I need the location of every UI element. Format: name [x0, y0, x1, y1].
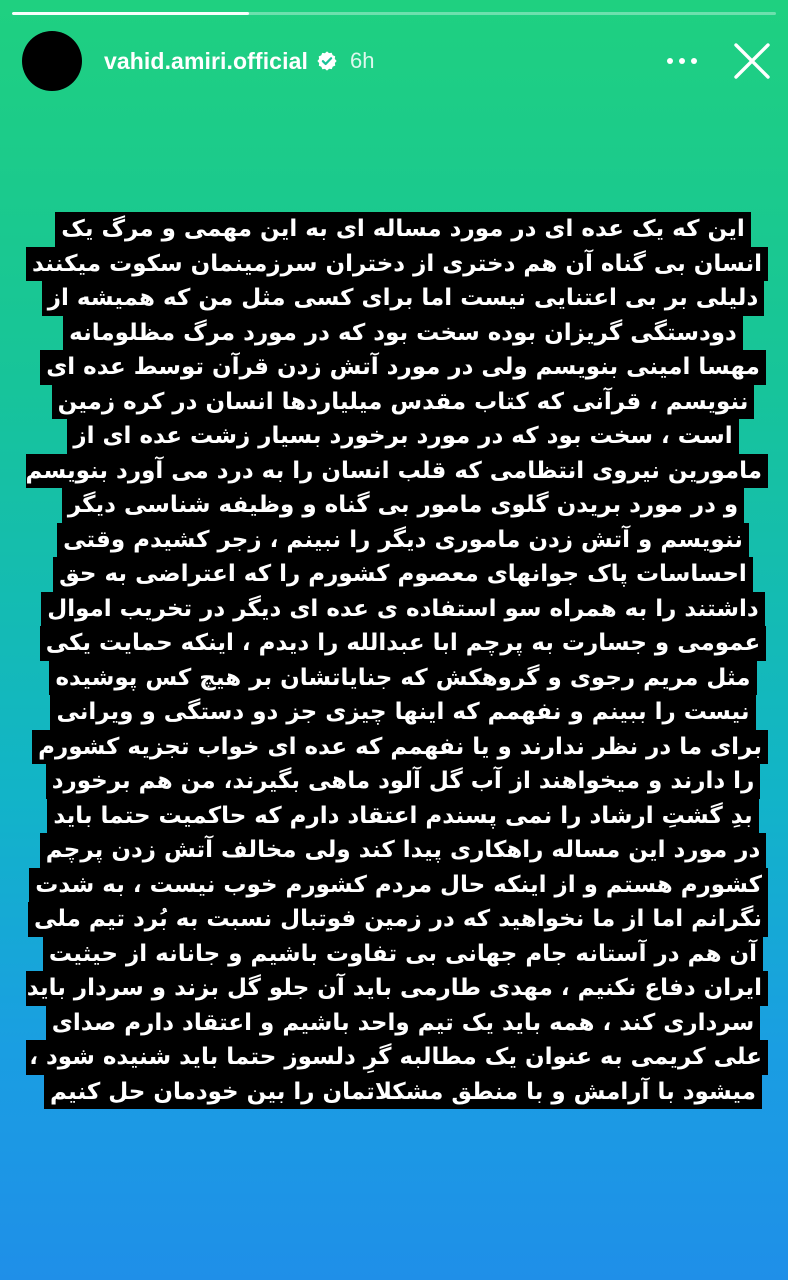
- story-text-line: در مورد این مساله راهکاری پیدا کند ولی مخالف آتش زدن پرچم: [40, 833, 767, 868]
- story-text-line: دلیلی بر بی اعتنایی نیست اما برای کسی مثل من که همیشه از: [42, 281, 764, 316]
- story-text-line: مثل مریم رجوی و گروهکش که جنایاتشان بر هیچ کس پوشیده: [49, 661, 756, 696]
- story-text-line: ننویسم ، قرآنی که کتاب مقدس میلیاردها انسان در کره زمین: [52, 385, 755, 420]
- avatar[interactable]: [22, 31, 82, 91]
- story-text-line: مهسا امینی بنویسم ولی در مورد آتش زدن قرآن توسط عده ای: [40, 350, 766, 385]
- story-header: [22, 30, 774, 92]
- story-text-line: انسان بی گناه آن هم دختری از دختران سرزمینمان سکوت میکنند: [26, 247, 768, 282]
- story-text-line: این که یک عده ای در مورد مساله ای به این مهمی و مرگ یک: [55, 212, 750, 247]
- story-progress-fill: [12, 12, 249, 15]
- story-text-block: [26, 212, 768, 1109]
- story-progress-bar: [12, 12, 776, 15]
- story-text-line: برای ما در نظر ندارند و یا نفهمم که عده ای خواب تجزیه کشورم: [32, 730, 768, 765]
- verified-badge-icon: [316, 50, 338, 72]
- story-text-line: دودستگی گریزان بوده سخت بود که در مورد مرگ مظلومانه: [63, 316, 743, 351]
- story-text-line: داشتند را به همراه سو استفاده ی عده ای دیگر در تخریب اموال: [41, 592, 764, 627]
- more-options-button[interactable]: [660, 39, 704, 83]
- story-text-line: و در مورد بریدن گلوی مامور بی گناه و وظیفه شناسی دیگر: [62, 488, 744, 523]
- story-text-line: ننویسم و آتش زدن ماموری دیگر را نبینم ، زجر کشیدم وقتی: [57, 523, 749, 558]
- story-text-line: احساسات پاک جوانهای معصوم کشورم را که اعتراضی به حق: [53, 557, 753, 592]
- story-text-line: مامورین نیروی انتظامی که قلب انسان را به درد می آورد بنویسم: [26, 454, 768, 489]
- story-text-line: کشورم هستم و از اینکه حال مردم کشورم خوب نیست ، به شدت: [29, 868, 768, 903]
- story-text-line: علی کریمی به عنوان یک مطالبه گرِ دلسوز حتما باید شنیده شود ،: [26, 1040, 768, 1075]
- close-button[interactable]: [730, 39, 774, 83]
- story-text-line: نگرانم اما از ما نخواهید که در زمین فوتبال نسبت به بُرد تیم ملی: [28, 902, 768, 937]
- story-text-line: است ، سخت بود که در مورد برخورد بسیار زشت عده ای از: [67, 419, 738, 454]
- story-timestamp: 6h: [349, 48, 375, 73]
- story-text-line: میشود با آرامش و با منطق مشکلاتمان را بین خودمان حل کنیم: [44, 1075, 762, 1110]
- story-text-line: نیست را ببینم و نفهمم که اینها چیزی جز دو دستگی و ویرانی: [50, 695, 755, 730]
- story-text-line: بدِ گشتِ ارشاد را نمی پسندم اعتقاد دارم که حاکمیت حتما باید: [47, 799, 758, 834]
- story-text-line: را دارند و میخواهند از آب گل آلود ماهی بگیرند، من هم برخورد: [46, 764, 761, 799]
- story-text-line: عمومی و جسارت به پرچم ابا عبدالله را دیدم ، اینکه حمایت یکی: [40, 626, 767, 661]
- story-text-line: آن هم در آستانه جام جهانی بی تفاوت باشیم و جانانه از حیثیت: [43, 937, 763, 972]
- close-icon: [733, 42, 771, 80]
- story-text-line: سرداری کند ، همه باید یک تیم واحد باشیم و اعتقاد دارم صدای: [46, 1006, 760, 1041]
- username[interactable]: vahid.amiri.official: [104, 47, 308, 74]
- more-horizontal-icon: [666, 57, 698, 65]
- story-text-line: ایران دفاع نکنیم ، مهدی طارمی باید آن جلو گل بزند و سردار باید: [26, 971, 768, 1006]
